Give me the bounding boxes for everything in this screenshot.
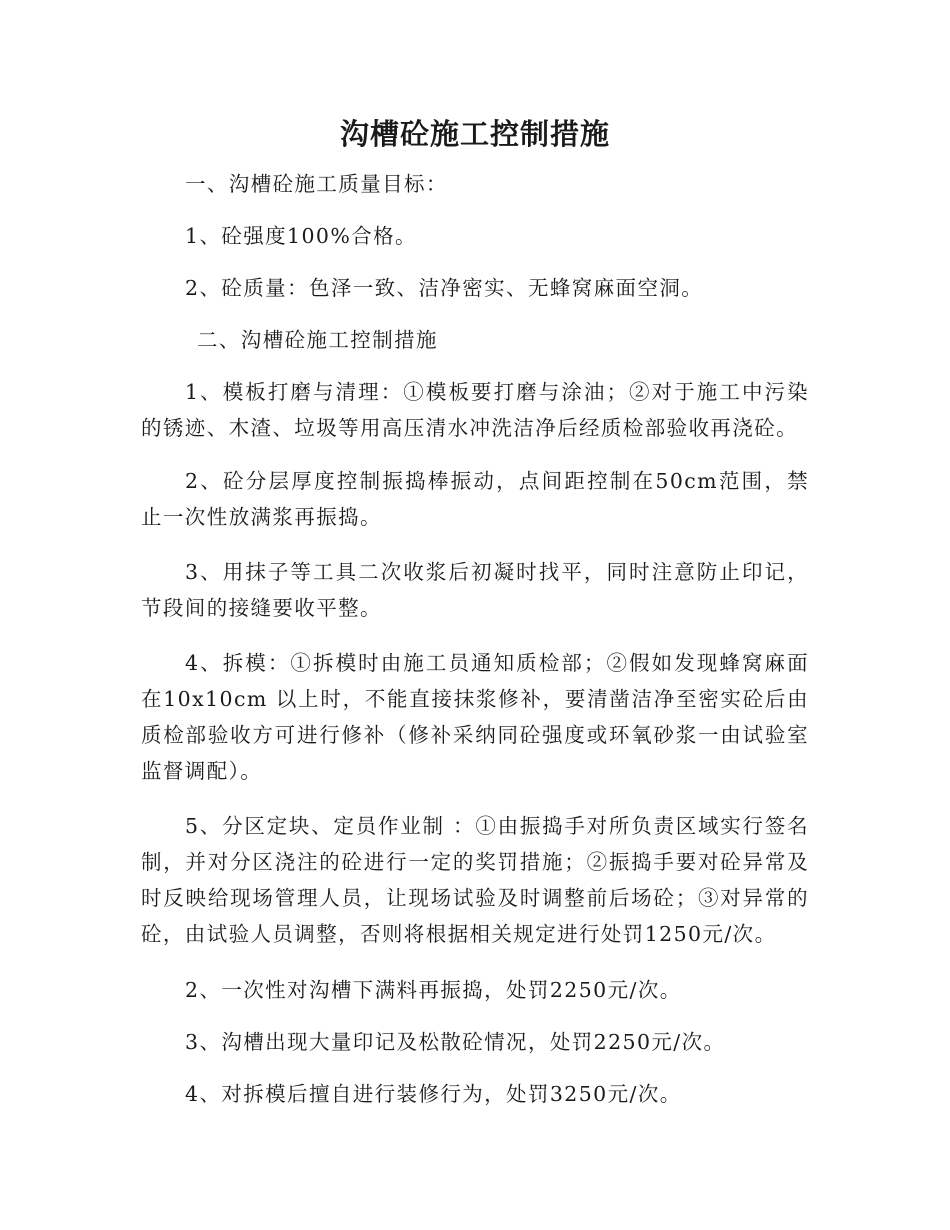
section-heading-quality-goal: 一、沟槽砼施工质量目标： <box>185 172 448 196</box>
paragraph-quality: 2、砼质量：色泽一致、洁净密实、无蜂窝麻面空洞。 <box>185 276 704 300</box>
paragraph-form-removal: 4、拆模：①拆模时由施工员通知质检部；②假如发现蜂窝麻面在10x10cm 以上时，不能直接抹浆修补，要清凿洁净至密实砼后由质检部验收方可进行修补（修补采纳同砼强度或环氧砂浆一由试验室监督调配）。 <box>141 651 809 783</box>
paragraph-penalty-marks: 3、沟槽出现大量印记及松散砼情况，处罚2250元/次。 <box>185 1030 726 1054</box>
paragraph-penalty-full-load: 2、一次性对沟槽下满料再振捣，处罚2250元/次。 <box>185 978 682 1002</box>
paragraph-trowel-leveling: 3、用抹子等工具二次收浆后初凝时找平，同时注意防止印记，节段间的接缝要收平整。 <box>141 560 809 620</box>
paragraph-layer-thickness: 2、砼分层厚度控制振捣棒振动，点间距控制在50cm范围，禁止一次性放满浆再振捣。 <box>141 469 809 529</box>
paragraph-formwork-cleaning: 1、模板打磨与清理：①模板要打磨与涂油；②对于施工中污染的锈迹、木渣、垃圾等用高压清水冲洗洁净后经质检部验收再浇砼。 <box>141 380 809 440</box>
document-title: 沟槽砼施工控制措施 <box>339 117 610 151</box>
paragraph-penalty-decoration: 4、对拆模后擅自进行装修行为，处罚3250元/次。 <box>185 1082 682 1106</box>
paragraph-zone-assignment: 5、分区定块、定员作业制 ：①由振捣手对所负责区域实行签名制，并对分区浇注的砼进行一定的奖罚措施；②振捣手要对砼异常及时反映给现场管理人员，让现场试验及时调整前后场砼；③对异常的砼，由试验人员调整，否则将根据相关规定进行处罚1250元/次。 <box>141 814 809 946</box>
section-heading-control-measures: 二、沟槽砼施工控制措施 <box>197 328 438 352</box>
paragraph-strength: 1、砼强度100%合格。 <box>185 224 417 248</box>
